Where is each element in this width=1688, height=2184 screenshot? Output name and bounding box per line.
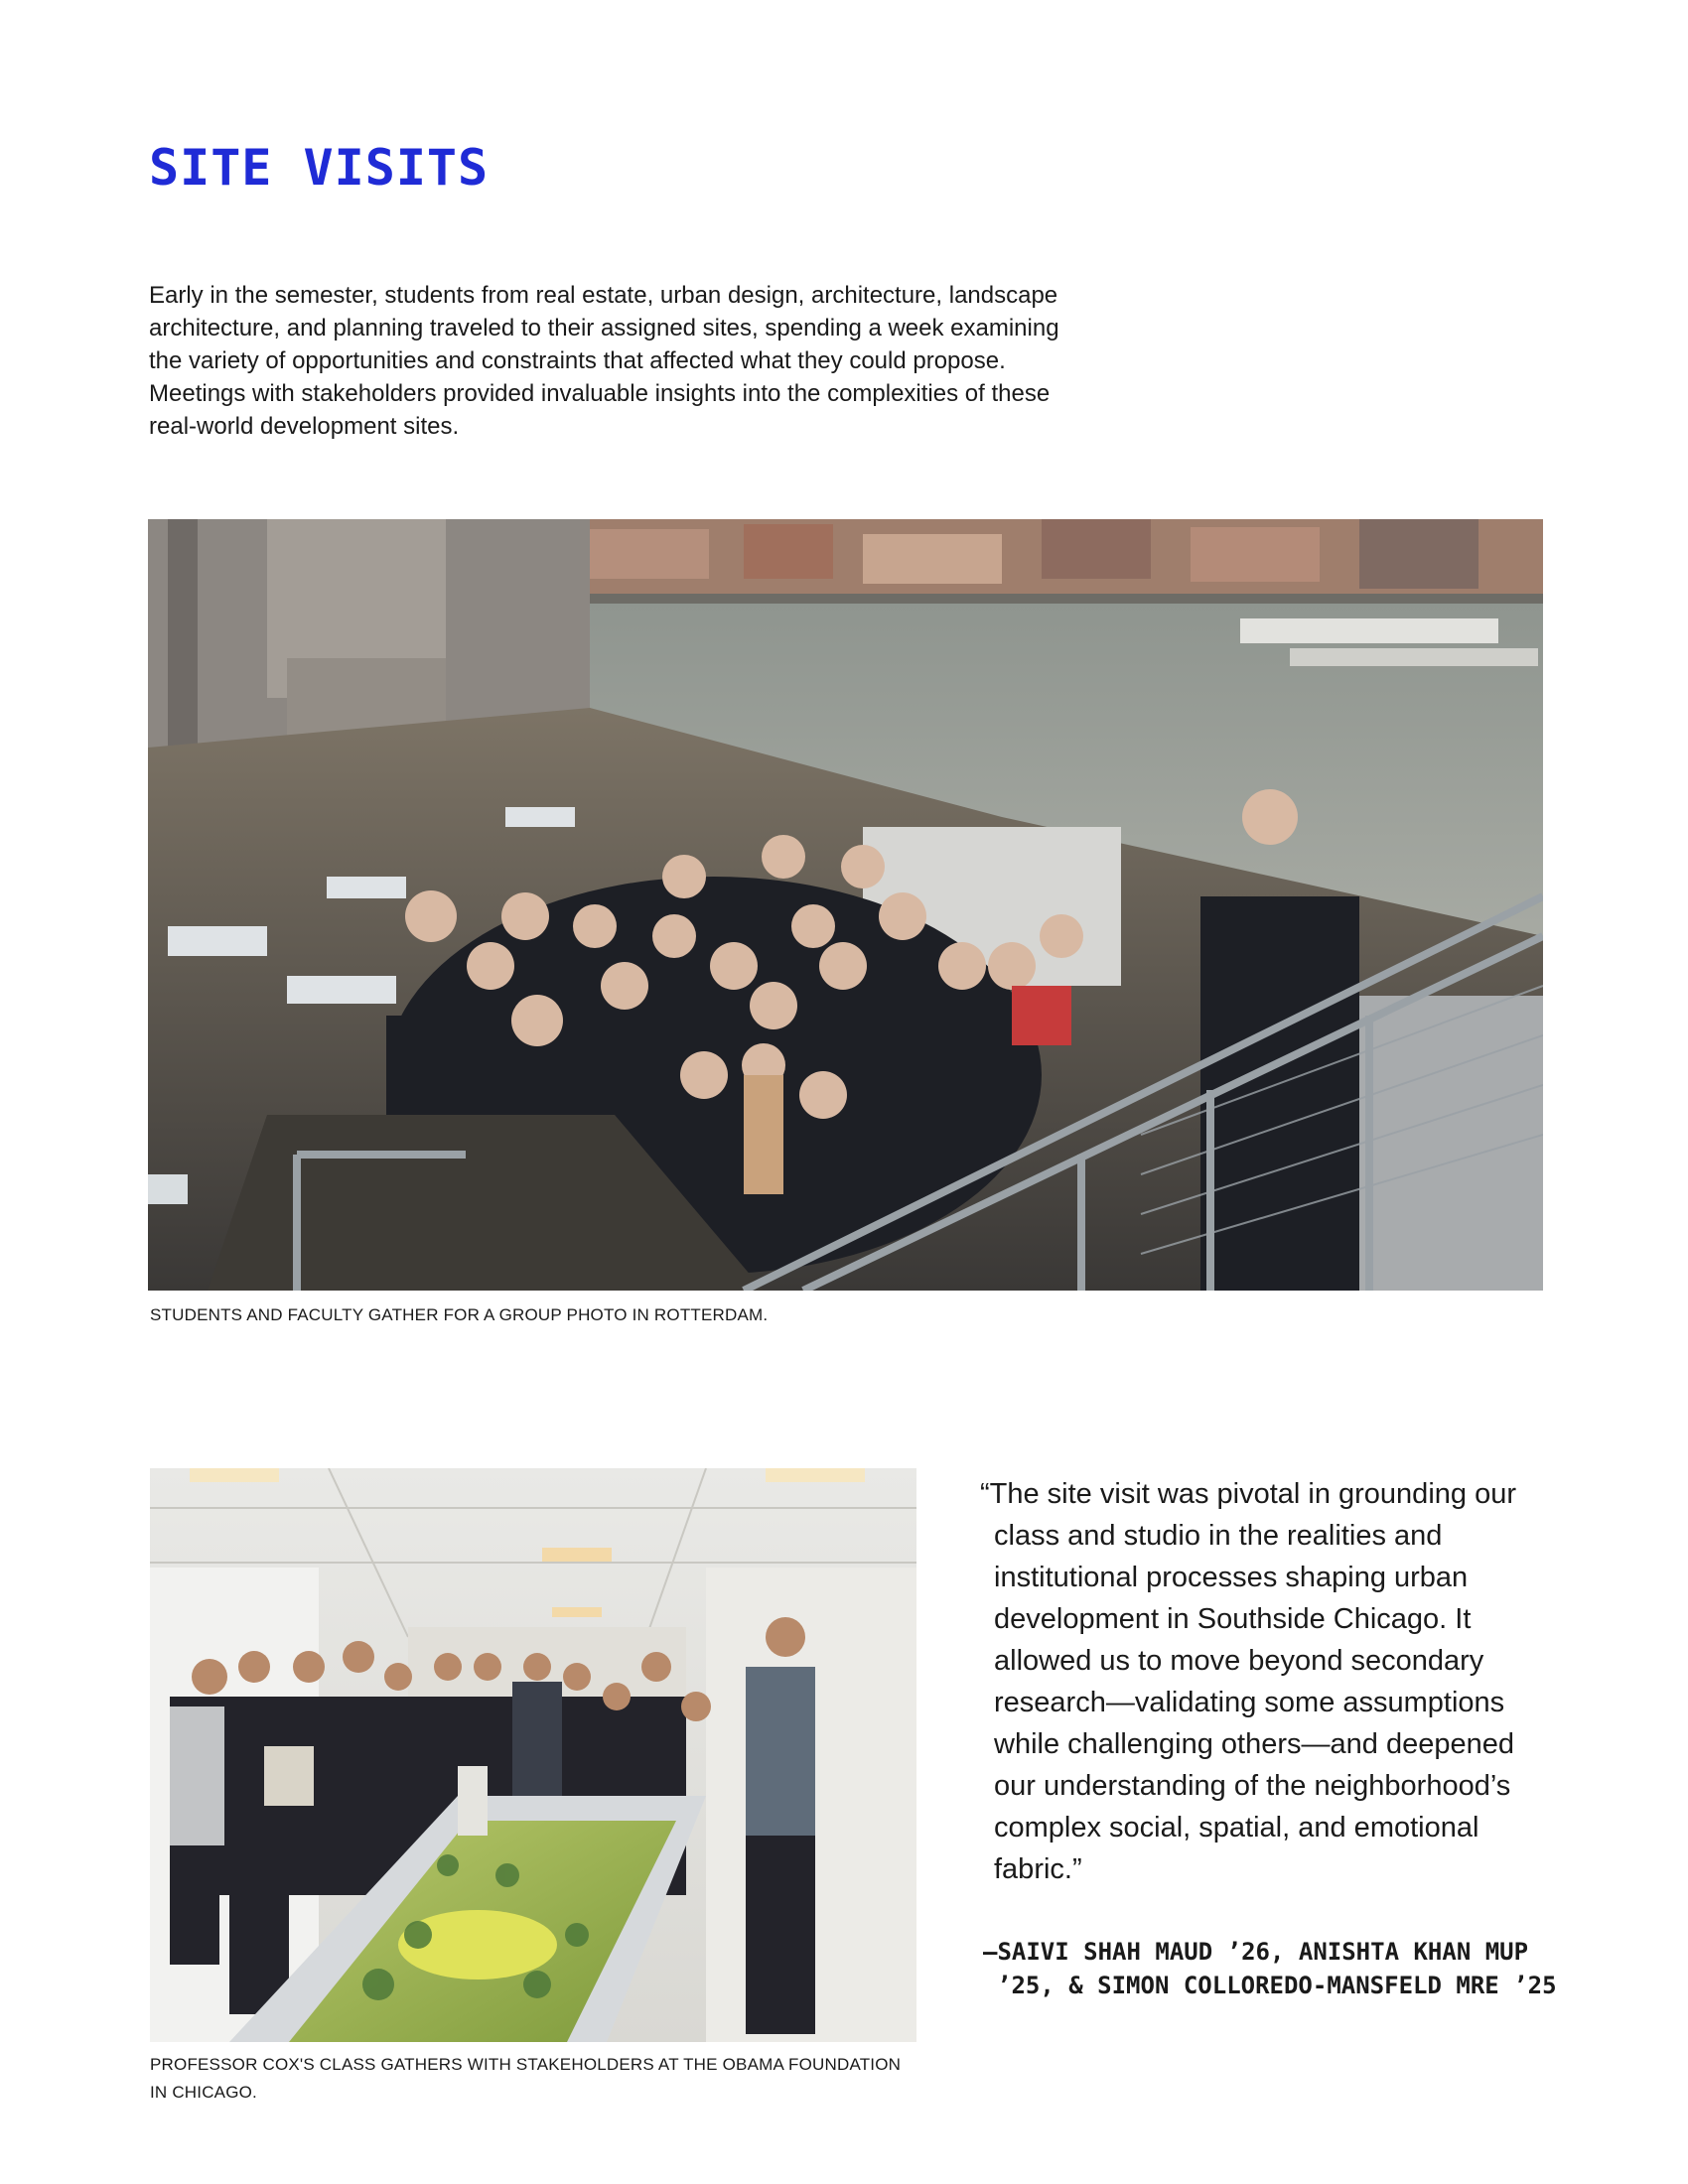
quote-attribution: –SAIVI SHAH MAUD ’26, ANISHTA KHAN MUP ’25, & SIMON COLLOREDO-MANSFELD MRE ’25 xyxy=(983,1938,1557,1999)
rotterdam-photo-illustration xyxy=(148,519,1543,1291)
rotterdam-photo-caption: STUDENTS AND FACULTY GATHER FOR A GROUP PHOTO IN ROTTERDAM. xyxy=(150,1305,769,1324)
section-title: SITE VISITS xyxy=(149,139,490,197)
pull-quote: “The site visit was pivotal in grounding our class and studio in the realities and institutional processes shaping urban development in Southside Chicago. It allowed us to move beyond secondary research—validating some assumptions while challenging others—and deepened our understanding of the neighborhood’s complex social, spatial, and emotional fabric.” xyxy=(980,1478,1516,1885)
intro-paragraph: Early in the semester, students from real estate, urban design, architecture, landscape architecture, and planning traveled to their assigned sites, spending a week examining the variety of opportunities and constraints that affected what they could propose. Meetings with stakeholders provided invaluable insights into the complexities of these real-world development sites. xyxy=(149,282,1059,440)
rotterdam-group-photo xyxy=(148,519,1543,1291)
chicago-photo-caption: PROFESSOR COX'S CLASS GATHERS WITH STAKEHOLDERS AT THE OBAMA FOUNDATION IN CHICAGO. xyxy=(150,2055,902,2102)
chicago-group-photo xyxy=(150,1468,916,2042)
chicago-photo-illustration xyxy=(150,1468,916,2042)
